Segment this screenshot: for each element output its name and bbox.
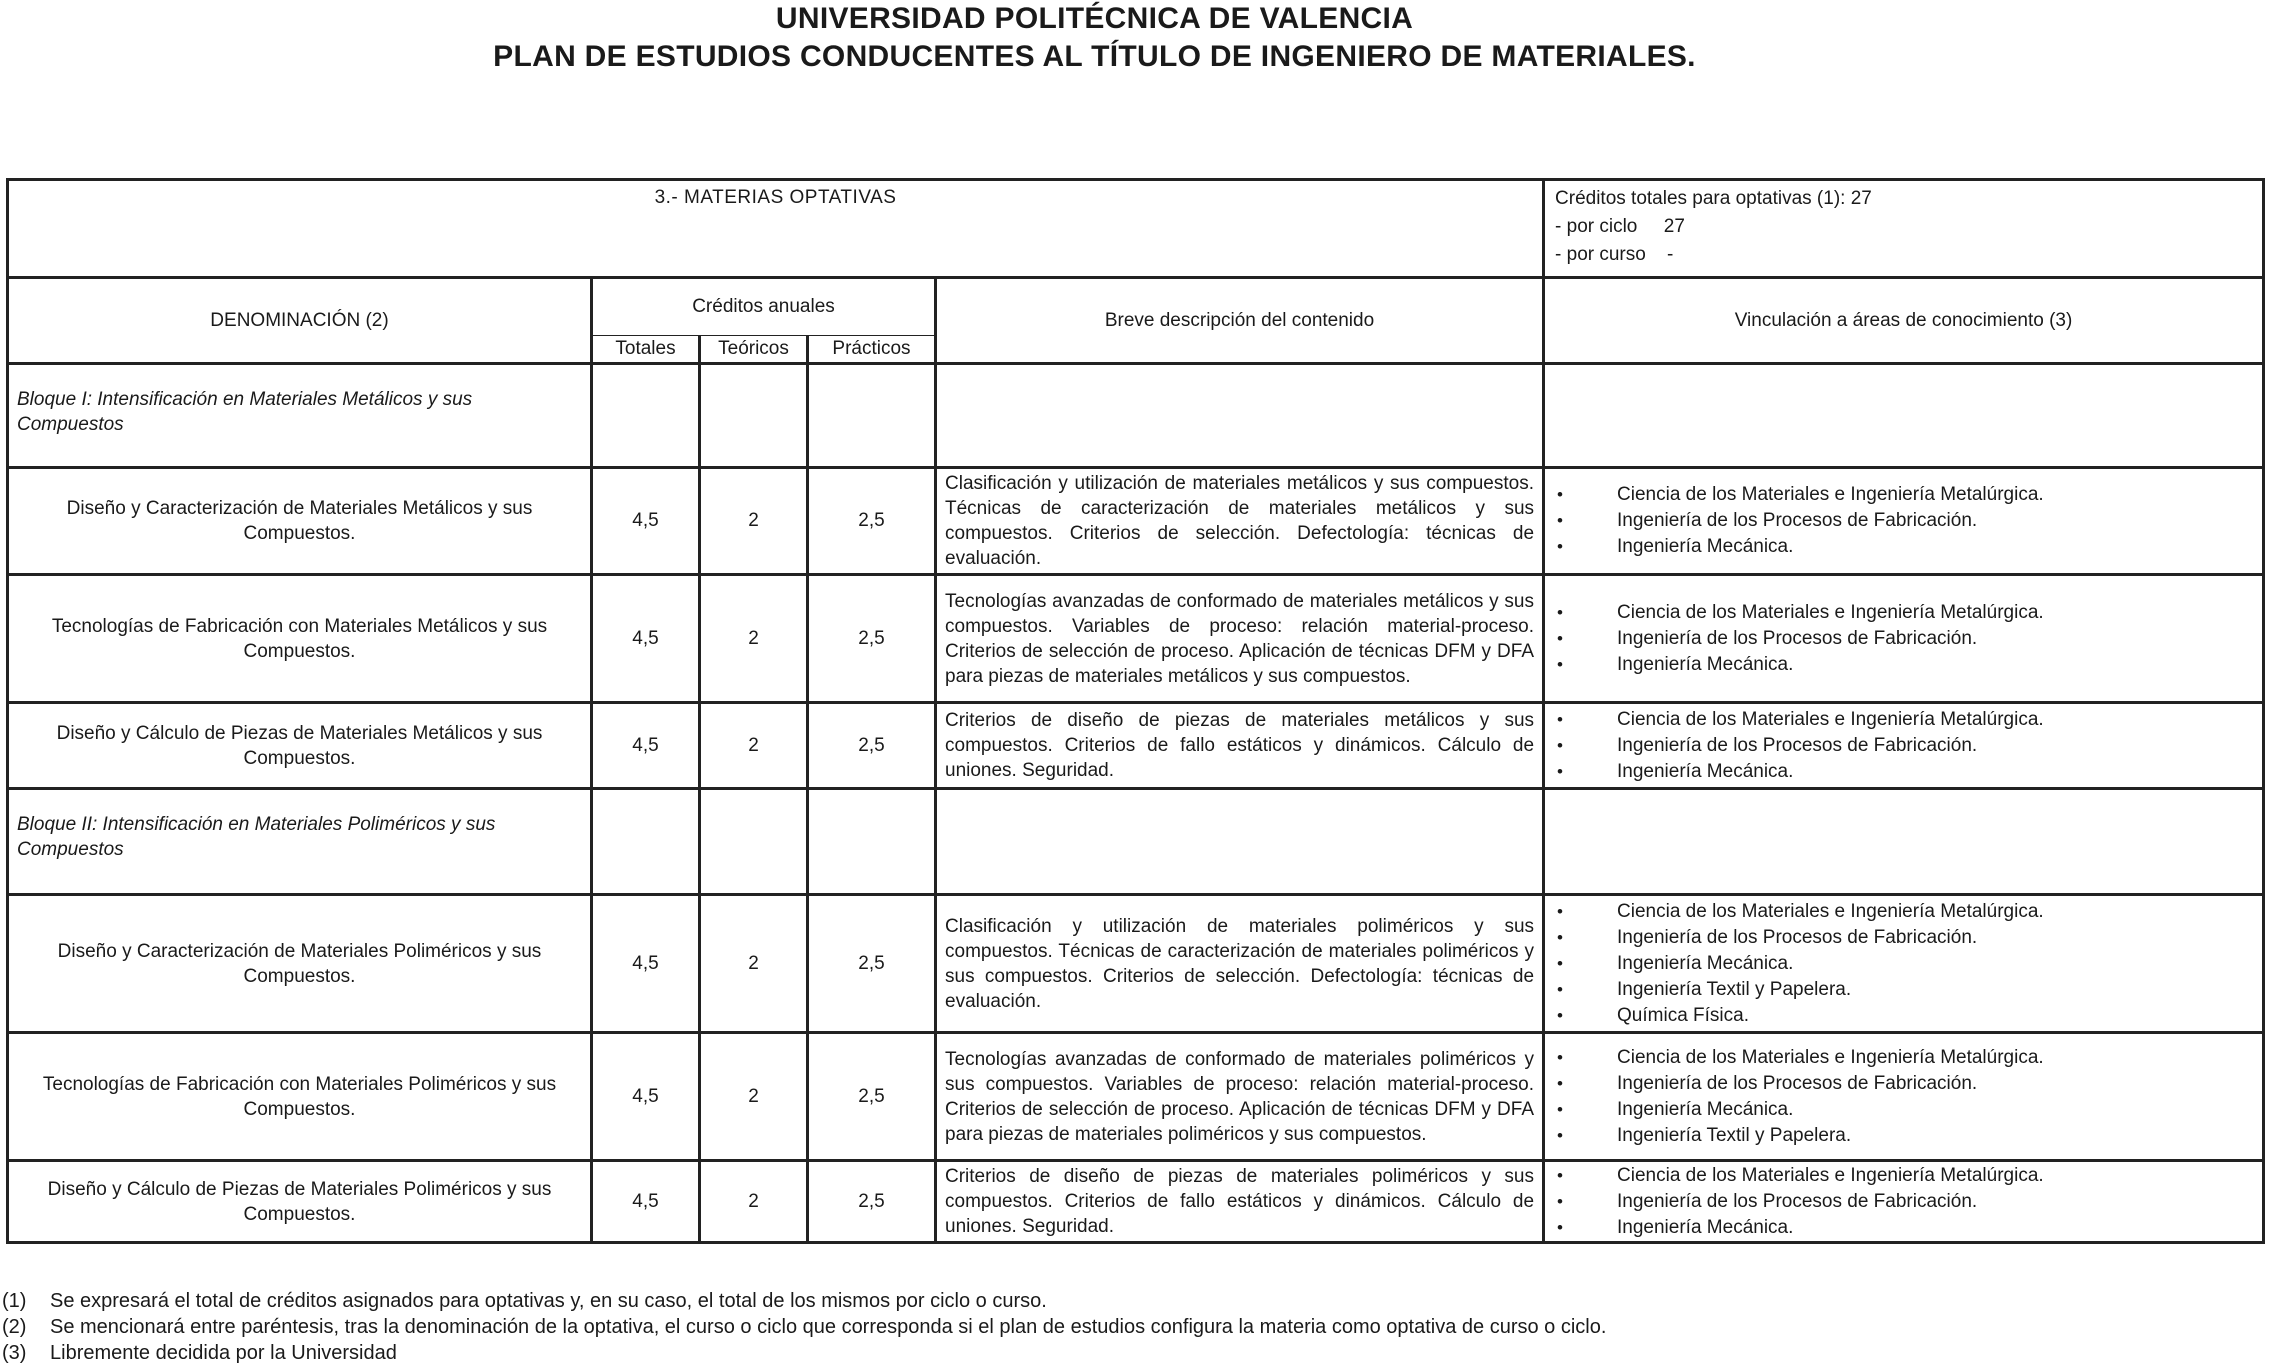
footnote-key: (3) [2, 1342, 27, 1364]
block-title: Bloque II: Intensificación en Materiales Poliméricos y sus Compuestos [8, 789, 592, 895]
table-row [8, 468, 2264, 575]
credits-totales: 4,5 [592, 468, 700, 575]
area-item: • Ingeniería de los Procesos de Fabricación. [1553, 925, 2254, 951]
area-item: • Ingeniería Textil y Papelera. [1553, 1123, 2254, 1149]
area-item: • Ingeniería Mecánica. [1553, 1097, 2254, 1123]
subject-name: Diseño y Caracterización de Materiales Poliméricos y sus Compuestos. [8, 895, 592, 1033]
credits-practicos: 2,5 [808, 468, 936, 575]
table-row [8, 703, 2264, 789]
area-item: • Ingeniería Mecánica. [1553, 652, 2254, 678]
subject-name: Tecnologías de Fabricación con Materiales Metálicos y sus Compuestos. [8, 575, 592, 703]
credits-practicos: 2,5 [808, 895, 936, 1033]
credits-teoricos: 2 [700, 1033, 808, 1161]
knowledge-areas [1544, 1161, 2264, 1243]
footnote-key: (1) [2, 1290, 27, 1312]
credits-per-cycle: - por ciclo 27 [1555, 216, 1685, 237]
col-header-name: DENOMINACIÓN (2) [8, 278, 592, 364]
knowledge-areas [1544, 703, 2264, 789]
footnote [2, 1340, 1606, 1366]
col-header-teoricos: Teóricos [700, 336, 808, 364]
credits-totales: 4,5 [592, 895, 700, 1033]
block-title: Bloque I: Intensificación en Materiales Metálicos y sus Compuestos [8, 364, 592, 468]
credits-practicos: 2,5 [808, 575, 936, 703]
footnote-text: Libremente decidida por la Universidad [50, 1342, 397, 1364]
table-row [8, 895, 2264, 1033]
block-row [8, 364, 2264, 468]
footnote-text: Se expresará el total de créditos asignados para optativas y, en su caso, el total de los mismos por ciclo o curso. [50, 1290, 1047, 1312]
footnote-key: (2) [2, 1316, 27, 1338]
credits-per-course: - por curso - [1555, 244, 1674, 265]
subject-description: Clasificación y utilización de materiales metálicos y sus compuestos. Técnicas de caracterización de materiales metálicos y sus compuestos. Criterios de selección. Defectología: técnicas de evaluación. [936, 468, 1544, 575]
area-item: • Ingeniería de los Procesos de Fabricación. [1553, 1189, 2254, 1215]
table-row [8, 575, 2264, 703]
credits-total: Créditos totales para optativas (1): 27 [1555, 188, 1872, 209]
area-item: • Ciencia de los Materiales e Ingeniería Metalúrgica. [1553, 482, 2254, 508]
area-item: • Ciencia de los Materiales e Ingeniería Metalúrgica. [1553, 899, 2254, 925]
credits-teoricos: 2 [700, 895, 808, 1033]
area-item: • Ingeniería Mecánica. [1553, 1215, 2254, 1241]
knowledge-areas [1544, 575, 2264, 703]
footnote [2, 1314, 1606, 1340]
block-row [8, 789, 2264, 895]
col-header-totales: Totales [592, 336, 700, 364]
subject-description: Criterios de diseño de piezas de materiales poliméricos y sus compuestos. Criterios de fallo estáticos y dinámicos. Cálculo de uniones. Seguridad. [936, 1161, 1544, 1243]
area-item: • Ingeniería Textil y Papelera. [1553, 977, 2254, 1003]
subject-name: Diseño y Cálculo de Piezas de Materiales Poliméricos y sus Compuestos. [8, 1161, 592, 1243]
col-header-areas: Vinculación a áreas de conocimiento (3) [1544, 278, 2264, 364]
credits-totales: 4,5 [592, 1161, 700, 1243]
subject-name: Tecnologías de Fabricación con Materiales Poliméricos y sus Compuestos. [8, 1033, 592, 1161]
knowledge-areas [1544, 895, 2264, 1033]
area-item: • Ingeniería de los Procesos de Fabricación. [1553, 626, 2254, 652]
credits-practicos: 2,5 [808, 1161, 936, 1243]
area-item: • Ciencia de los Materiales e Ingeniería Metalúrgica. [1553, 1045, 2254, 1071]
optional-subjects-table [6, 178, 2265, 1244]
credits-teoricos: 2 [700, 1161, 808, 1243]
credits-totales: 4,5 [592, 575, 700, 703]
credits-totales: 4,5 [592, 703, 700, 789]
credits-practicos: 2,5 [808, 1033, 936, 1161]
credits-teoricos: 2 [700, 468, 808, 575]
credits-summary [1544, 180, 2264, 278]
area-item: • Química Física. [1553, 1003, 2254, 1029]
subject-description: Tecnologías avanzadas de conformado de materiales metálicos y sus compuestos. Variables de proceso: relación material-proceso. Criterios de selección de proceso. Aplicación de técnicas DFM y DFA para piezas de materiales metálicos y sus compuestos. [936, 575, 1544, 703]
subject-description: Tecnologías avanzadas de conformado de materiales poliméricos y sus compuestos. Variables de proceso: relación material-proceso. Criterios de selección de proceso. Aplicación de técnicas DFM y DFA para piezas de materiales poliméricos y sus compuestos. [936, 1033, 1544, 1161]
section-title: 3.- MATERIAS OPTATIVAS [8, 180, 1544, 278]
area-item: • Ciencia de los Materiales e Ingeniería Metalúrgica. [1553, 1163, 2254, 1189]
area-item: • Ingeniería de los Procesos de Fabricación. [1553, 1071, 2254, 1097]
area-item: • Ingeniería de los Procesos de Fabricación. [1553, 508, 2254, 534]
footnotes [2, 1288, 1606, 1366]
area-item: • Ingeniería Mecánica. [1553, 534, 2254, 560]
area-item: • Ingeniería Mecánica. [1553, 759, 2254, 785]
subject-description: Clasificación y utilización de materiales poliméricos y sus compuestos. Técnicas de caracterización de materiales poliméricos y sus compuestos. Criterios de selección. Defectología: técnicas de evaluación. [936, 895, 1544, 1033]
table-row [8, 1033, 2264, 1161]
knowledge-areas [1544, 1033, 2264, 1161]
area-item: • Ciencia de los Materiales e Ingeniería Metalúrgica. [1553, 600, 2254, 626]
area-item: • Ingeniería de los Procesos de Fabricación. [1553, 733, 2254, 759]
subject-name: Diseño y Caracterización de Materiales Metálicos y sus Compuestos. [8, 468, 592, 575]
area-item: • Ciencia de los Materiales e Ingeniería Metalúrgica. [1553, 707, 2254, 733]
table-row [8, 1161, 2264, 1243]
footnote-text: Se mencionará entre paréntesis, tras la denominación de la optativa, el curso o ciclo que corresponda si el plan de estudios configura la materia como optativa de curso o ciclo. [50, 1316, 1607, 1338]
document-title: UNIVERSIDAD POLITÉCNICA DE VALENCIA [775, 2, 1414, 35]
subject-description: Criterios de diseño de piezas de materiales metálicos y sus compuestos. Criterios de fallo estáticos y dinámicos. Cálculo de uniones. Seguridad. [936, 703, 1544, 789]
credits-teoricos: 2 [700, 703, 808, 789]
col-header-practicos: Prácticos [808, 336, 936, 364]
col-header-description: Breve descripción del contenido [936, 278, 1544, 364]
credits-totales: 4,5 [592, 1033, 700, 1161]
subject-name: Diseño y Cálculo de Piezas de Materiales Metálicos y sus Compuestos. [8, 703, 592, 789]
knowledge-areas [1544, 468, 2264, 575]
footnote [2, 1288, 1606, 1314]
credits-teoricos: 2 [700, 575, 808, 703]
col-header-credits: Créditos anuales [592, 278, 936, 336]
area-item: • Ingeniería Mecánica. [1553, 951, 2254, 977]
document-subtitle: PLAN DE ESTUDIOS CONDUCENTES AL TÍTULO DE INGENIERO DE MATERIALES. [493, 40, 1696, 73]
credits-practicos: 2,5 [808, 703, 936, 789]
